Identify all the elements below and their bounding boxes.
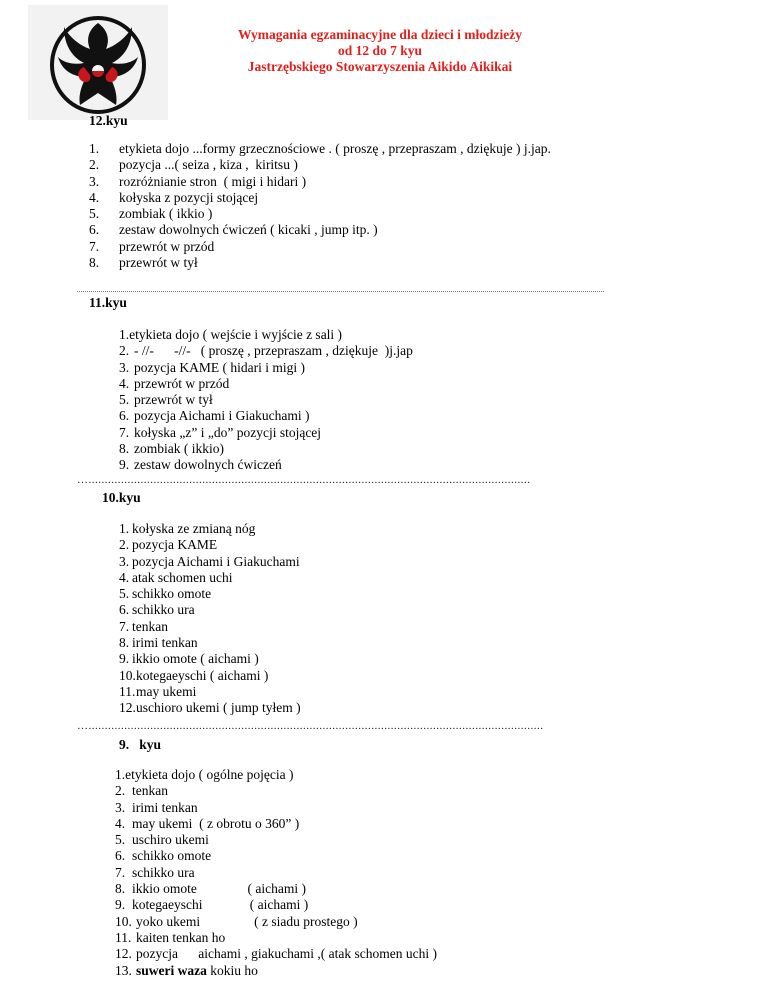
item-text: may ukemi ( z obrotu o 360” )	[132, 815, 300, 831]
divider-3: …............................................................................................................................................	[77, 720, 544, 732]
item-text: atak schomen uchi	[132, 569, 233, 585]
list-item	[89, 255, 551, 271]
item-text: zestaw dowolnych ćwiczeń	[134, 457, 282, 473]
list-item	[119, 425, 413, 441]
item-text: irimi tenkan	[132, 799, 198, 815]
item-text: schikko ura	[132, 864, 195, 880]
item-number: 9.	[119, 651, 130, 667]
item-number: 4.	[115, 815, 126, 831]
item-number: 2.	[89, 157, 100, 173]
item-number: 13.	[115, 962, 132, 978]
item-text: may ukemi	[136, 683, 197, 699]
item-number: 1.	[115, 767, 126, 782]
divider-2: …........................................................................................................................................	[77, 474, 531, 486]
item-number: 7.	[89, 238, 100, 254]
list-item	[89, 239, 551, 255]
list-item	[115, 963, 437, 979]
item-number: 1.	[89, 141, 100, 156]
list-item	[119, 327, 413, 343]
list-item	[119, 457, 413, 473]
list-item	[115, 881, 437, 897]
section-title-11kyu: 11.kyu	[89, 295, 127, 310]
list-item	[119, 602, 301, 618]
item-number: 6.	[115, 848, 126, 864]
item-number: 8.	[119, 635, 130, 651]
section-number-9: 9.	[119, 737, 130, 752]
item-text: kołyska ze zmianą nóg	[132, 521, 256, 536]
list-item	[119, 408, 413, 424]
item-text: etykieta dojo ( ogólne pojęcia )	[125, 767, 294, 782]
item-number: 6.	[89, 222, 100, 238]
section-label-kyu: kyu	[139, 737, 162, 752]
list-11kyu	[119, 327, 413, 474]
item-number: 5.	[89, 206, 100, 222]
list-item	[119, 441, 413, 457]
item-number: 8.	[119, 441, 130, 457]
section-title-10kyu: 10.kyu	[102, 490, 141, 505]
item-bold-text: suweri waza	[136, 962, 207, 978]
document-title	[160, 27, 600, 75]
item-number: 4.	[119, 569, 130, 585]
list-12kyu	[89, 141, 551, 271]
list-item	[115, 800, 437, 816]
list-item	[119, 343, 413, 359]
item-number: 8.	[115, 881, 126, 897]
item-number: 3.	[115, 799, 126, 815]
item-text: tenkan	[132, 618, 168, 634]
item-text: kokiu ho	[206, 962, 258, 978]
item-number: 1.	[119, 327, 130, 342]
item-number: 2.	[119, 343, 130, 359]
item-number: 5.	[119, 392, 130, 408]
item-text: pozycja KAME ( hidari i migi )	[134, 359, 305, 375]
item-text: przewrót w przód	[134, 375, 230, 391]
item-number: 7.	[115, 864, 126, 880]
item-text: uschioro ukemi ( jump tyłem )	[136, 700, 301, 716]
list-item	[115, 767, 437, 783]
item-number: 4.	[119, 375, 130, 391]
item-number: 6.	[119, 602, 130, 618]
list-item	[119, 619, 301, 635]
item-number: 3.	[89, 173, 100, 189]
item-text: uschiro ukemi	[132, 832, 209, 848]
item-number: 5.	[115, 832, 126, 848]
item-text: kaiten tenkan ho	[136, 929, 226, 945]
item-number: 5.	[119, 586, 130, 602]
list-item	[115, 930, 437, 946]
item-text: pozycja KAME	[132, 537, 218, 553]
item-number: 1.	[119, 521, 130, 536]
list-item	[115, 914, 437, 930]
item-text: ikkio omote ( aichami )	[132, 651, 259, 667]
list-item	[119, 570, 301, 586]
list-item	[119, 554, 301, 570]
item-number: 2.	[119, 537, 130, 553]
item-number: 7.	[119, 618, 130, 634]
item-text: schikko omote	[132, 586, 212, 602]
item-text: kotegaeyschi ( aichami )	[132, 897, 309, 913]
phoenix-logo	[28, 5, 168, 120]
item-text: przewrót w przód	[119, 238, 215, 254]
item-text: schikko ura	[132, 602, 195, 618]
list-item	[115, 848, 437, 864]
item-text: ikkio omote ( aichami )	[132, 881, 306, 897]
list-item	[89, 157, 551, 173]
item-number: 6.	[119, 408, 130, 424]
list-item	[115, 783, 437, 799]
item-text: yoko ukemi ( z siadu prostego )	[136, 913, 358, 929]
list-item	[89, 222, 551, 238]
item-text: tenkan	[132, 783, 168, 799]
item-number: 8.	[89, 255, 100, 271]
item-text: schikko omote	[132, 848, 212, 864]
title-line-1: Wymagania egzaminacyjne dla dzieci i młodzieży	[237, 27, 523, 42]
item-number: 11.	[115, 929, 132, 945]
item-text: kotegaeyschi ( aichami )	[136, 667, 269, 683]
list-item	[119, 376, 413, 392]
list-item	[119, 521, 301, 537]
list-item	[119, 392, 413, 408]
item-text: zombiak ( ikkio )	[119, 206, 213, 222]
item-number: 11.	[119, 683, 136, 699]
list-item	[119, 700, 301, 716]
section-title-9kyu	[119, 737, 161, 753]
item-number: 4.	[89, 189, 100, 205]
list-item	[115, 865, 437, 881]
item-text: pozycja ...( seiza , kiza , kiritsu )	[119, 157, 298, 173]
item-number: 12.	[119, 700, 136, 716]
list-item	[115, 897, 437, 913]
item-text: pozycja Aichami i Giakuchami )	[134, 408, 310, 424]
item-number: 10.	[119, 667, 136, 683]
list-item	[119, 668, 301, 684]
item-text: zombiak ( ikkio)	[134, 441, 224, 457]
item-text: pozycja Aichami i Giakuchami	[132, 553, 300, 569]
item-text: zestaw dowolnych ćwiczeń ( kicaki , jump itp. )	[119, 222, 378, 238]
item-number: 9.	[119, 457, 130, 473]
item-number: 7.	[119, 424, 130, 440]
list-item	[119, 360, 413, 376]
list-item	[119, 537, 301, 553]
list-item	[119, 684, 301, 700]
list-item	[119, 651, 301, 667]
list-9kyu	[115, 767, 437, 979]
item-number: 12.	[115, 946, 132, 962]
list-item	[89, 174, 551, 190]
list-item	[89, 206, 551, 222]
list-item	[115, 816, 437, 832]
list-item	[119, 586, 301, 602]
item-text: irimi tenkan	[132, 635, 198, 651]
item-text: kołyska z pozycji stojącej	[119, 189, 259, 205]
title-line-2: od 12 do 7 kyu	[337, 43, 423, 58]
item-number: 3.	[119, 359, 130, 375]
item-text: - //- -//- ( proszę , przepraszam , dziękuje )j.jap	[134, 343, 413, 359]
item-number: 9.	[115, 897, 126, 913]
item-text: przewrót w tył	[134, 392, 213, 408]
section-title-12kyu: 12.kyu	[89, 113, 128, 128]
list-item	[119, 635, 301, 651]
list-item	[115, 946, 437, 962]
item-number: 2.	[115, 783, 126, 799]
list-item	[89, 141, 551, 157]
item-text: pozycja aichami , giakuchami ,( atak schomen uchi )	[136, 946, 438, 962]
item-text: etykieta dojo ...formy grzecznościowe . ( proszę , przepraszam , dziękuje ) j.jap.	[119, 141, 551, 156]
list-item	[115, 832, 437, 848]
list-item	[89, 190, 551, 206]
item-text: etykieta dojo ( wejście i wyjście z sali )	[129, 327, 343, 342]
item-text: kołyska „z” i „do” pozycji stojącej	[134, 424, 322, 440]
item-text: rozróżnianie stron ( migi i hidari )	[119, 173, 307, 189]
title-line-3: Jastrzębskiego Stowarzyszenia Aikido Aikikai	[247, 59, 513, 74]
divider-1	[77, 291, 604, 292]
list-10kyu	[119, 521, 301, 717]
item-number: 10.	[115, 913, 132, 929]
item-text: przewrót w tył	[119, 255, 198, 271]
item-number: 3.	[119, 553, 130, 569]
